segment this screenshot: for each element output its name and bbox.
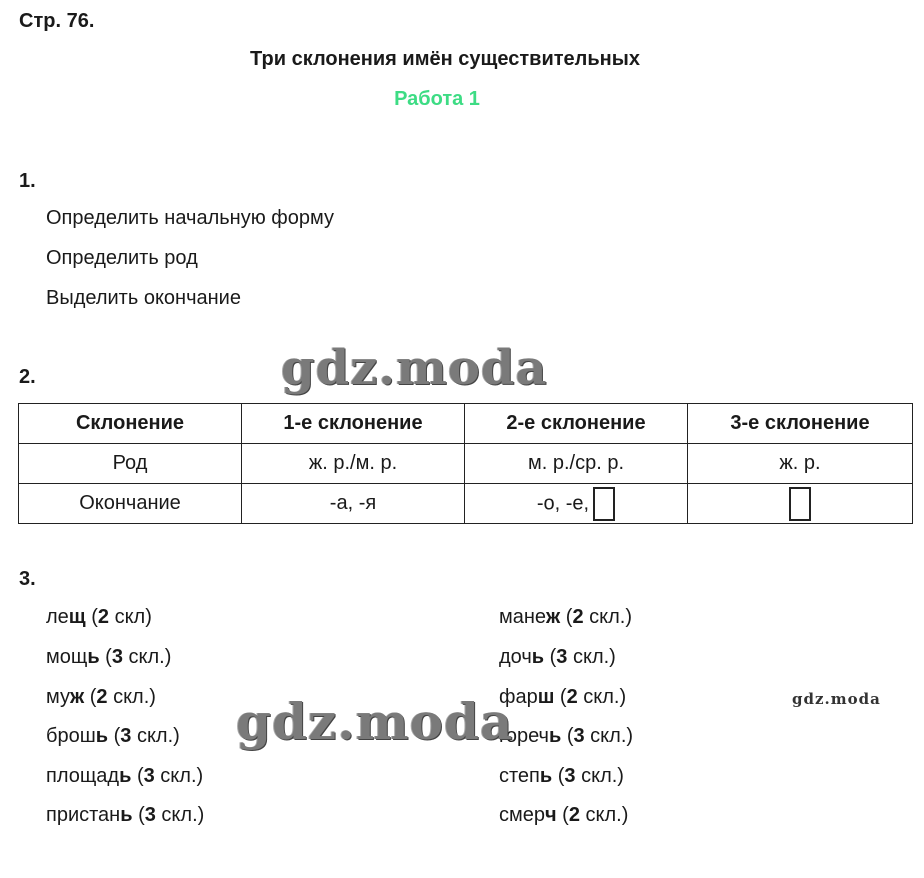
word-item: пристань (3 скл.)	[46, 804, 205, 826]
task-2-number: 2.	[19, 366, 36, 388]
word-item: горечь (3 скл.)	[499, 725, 634, 747]
work-subtitle: Работа 1	[394, 88, 480, 110]
header-cell: Склонение	[19, 404, 242, 444]
table-cell	[465, 484, 688, 524]
table-cell: Род	[19, 444, 242, 484]
table-cell: -а, -я	[242, 484, 465, 524]
task-1-line: Выделить окончание	[46, 287, 241, 309]
task-1-line: Определить род	[46, 247, 198, 269]
table-row-ending	[19, 484, 913, 524]
task-3-number: 3.	[19, 568, 36, 590]
word-item: смерч (2 скл.)	[499, 804, 629, 826]
word-item: фарш (2 скл.)	[499, 686, 627, 708]
header-cell: 2-е склонение	[465, 404, 688, 444]
task-1-number: 1.	[19, 170, 36, 192]
declension-table	[18, 403, 913, 524]
task-1-line: Определить начальную форму	[46, 207, 334, 229]
ending-text: -о, -е,	[536, 491, 590, 514]
table-cell	[688, 484, 913, 524]
table-cell: Окончание	[19, 484, 242, 524]
header-cell: 1-е склонение	[242, 404, 465, 444]
word-item: манеж (2 скл.)	[499, 606, 632, 628]
page-number: Стр. 76.	[19, 10, 95, 32]
table-cell: ж. р./м. р.	[242, 444, 465, 484]
table-cell: м. р./ср. р.	[465, 444, 688, 484]
watermark: gdz.moda	[792, 690, 881, 708]
word-item: брошь (3 скл.)	[46, 725, 180, 747]
table-header-row	[19, 404, 913, 444]
table-cell: ж. р.	[688, 444, 913, 484]
page-title: Три склонения имён существительных	[250, 48, 640, 70]
header-cell: 3-е склонение	[688, 404, 913, 444]
zero-ending-box-icon	[593, 487, 615, 521]
word-item: дочь (3 скл.)	[499, 646, 616, 668]
word-item: мощь (3 скл.)	[46, 646, 172, 668]
word-item: муж (2 скл.)	[46, 686, 156, 708]
word-item: площадь (3 скл.)	[46, 765, 204, 787]
word-item: степь (3 скл.)	[499, 765, 624, 787]
table-row-gender	[19, 444, 913, 484]
watermark: gdz.moda	[281, 340, 548, 396]
word-item: лещ (2 скл)	[46, 606, 152, 628]
zero-ending-box-icon	[789, 487, 811, 521]
watermark: gdz.moda	[236, 692, 514, 751]
